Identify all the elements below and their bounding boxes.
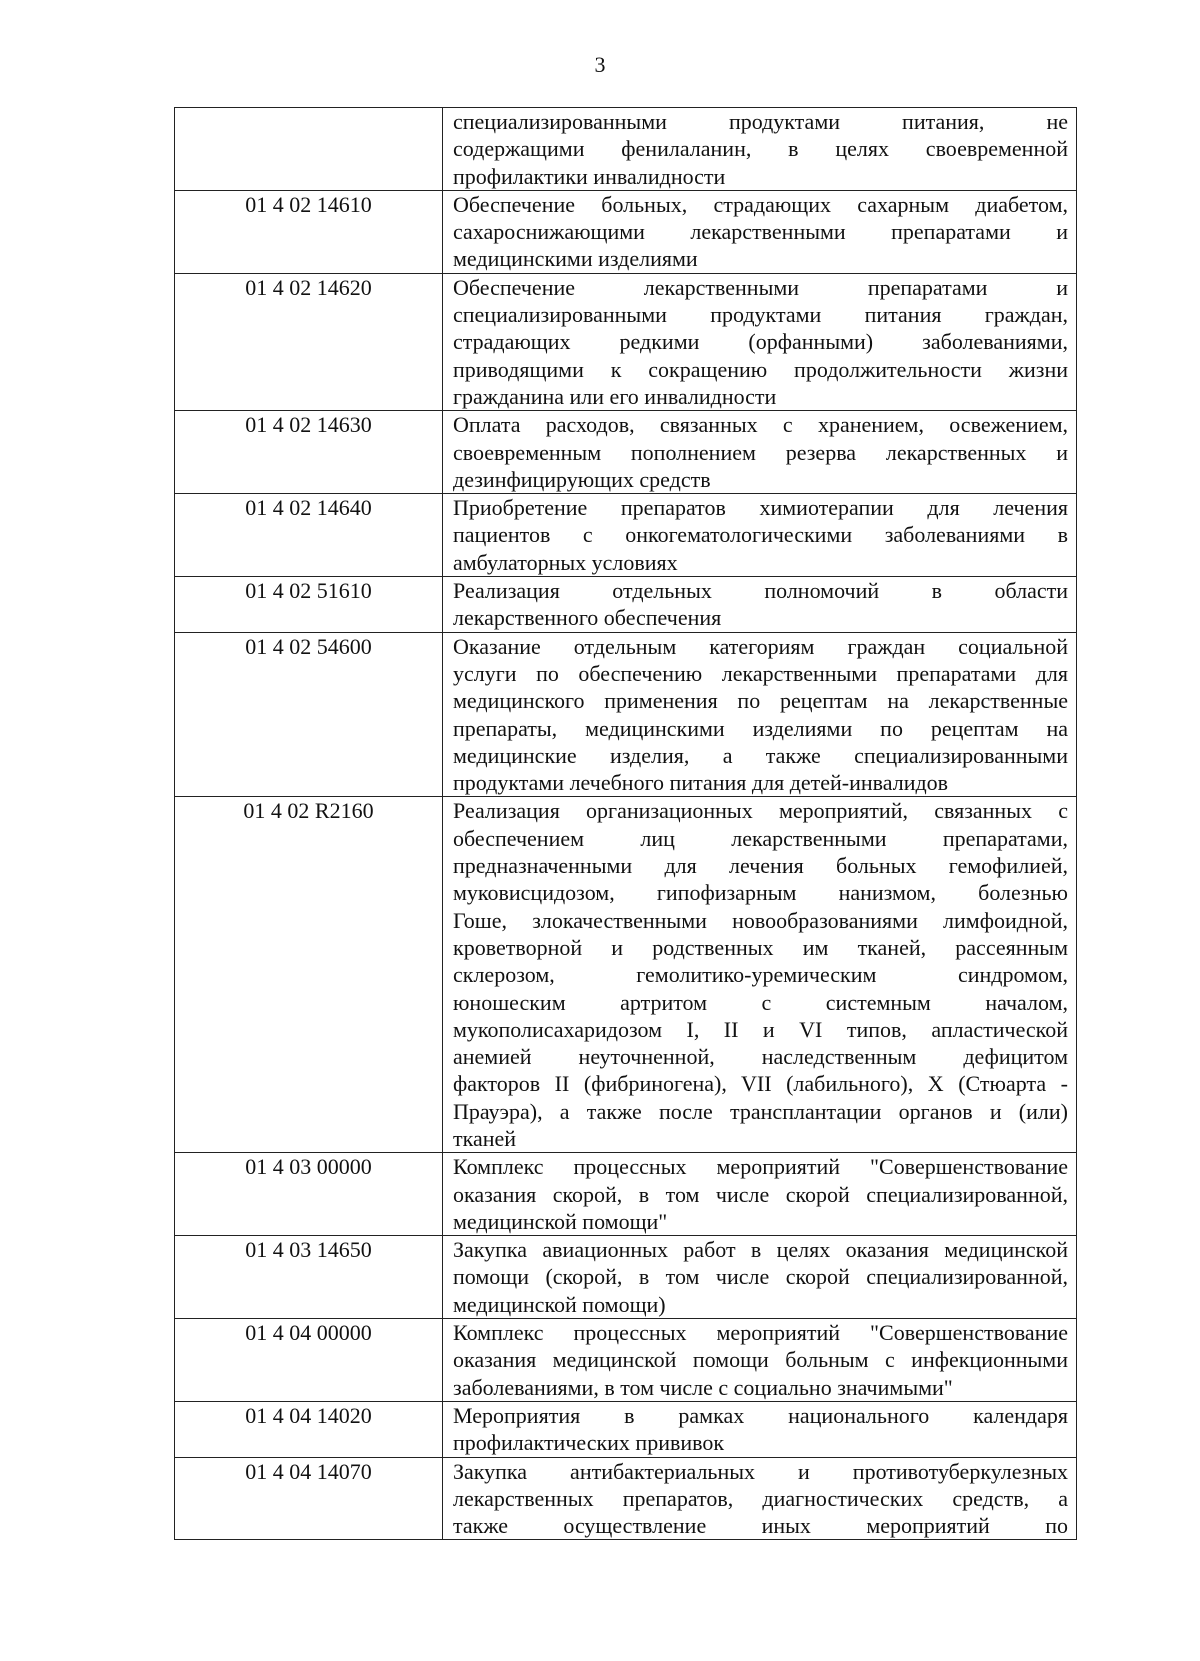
description-line: Мероприятия в рамках национального календаря [453, 1402, 1068, 1428]
description-line: препараты, медицинскими изделиями по рецептам на [453, 715, 1068, 741]
description-line: факторов II (фибриногена), VII (лабильного), X (Стюарта - [453, 1071, 1068, 1097]
description-line: приводящими к сокращению продолжительности жизни [453, 356, 1068, 382]
description-line: Прауэра), а также после трансплантации органов и (или) [453, 1098, 1068, 1124]
description-line: склерозом, гемолитико-уремическим синдромом, [453, 962, 1068, 988]
description-line: Комплекс процессных мероприятий "Совершенствование [453, 1154, 1068, 1180]
description-line: лекарственного обеспечения [453, 605, 722, 631]
description-cell [443, 1153, 1077, 1236]
description-line: сахароснижающими лекарственными препаратами и [453, 219, 1068, 245]
description-line: лекарственных препаратов, диагностических средств, а [453, 1485, 1068, 1511]
description-line: амбулаторных условиях [453, 549, 678, 575]
description-line: муковисцидозом, гипофизарным нанизмом, болезнью [453, 880, 1068, 906]
budget-code-cell: 01 4 02 14620 [175, 273, 443, 410]
description-cell [443, 1236, 1077, 1319]
description-line: Реализация организационных мероприятий, связанных с [453, 798, 1068, 824]
description-cell [443, 632, 1077, 797]
description-line: Реализация отдельных полномочий в области [453, 578, 1068, 604]
description-line: заболеваниями, в том числе с социально значимыми" [453, 1374, 953, 1400]
description-line: Закупка авиационных работ в целях оказания медицинской [453, 1237, 1068, 1263]
description-line: медицинскими изделиями [453, 246, 698, 272]
description-line: медицинской помощи) [453, 1291, 666, 1317]
description-line: медицинские изделия, а также специализированными [453, 742, 1068, 768]
description-line: тканей [453, 1125, 517, 1151]
budget-code-cell: 01 4 04 00000 [175, 1319, 443, 1402]
table-row [175, 411, 1077, 494]
budget-codes-table [174, 107, 1077, 1540]
description-cell [443, 190, 1077, 273]
table-body [175, 108, 1077, 1540]
table-row [175, 108, 1077, 191]
description-line: Оказание отдельным категориям граждан социальной [453, 633, 1068, 659]
budget-code-cell: 01 4 02 51610 [175, 577, 443, 633]
budget-code-cell: 01 4 03 14650 [175, 1236, 443, 1319]
description-line: предназначенными для лечения больных гемофилией, [453, 853, 1068, 879]
budget-code-cell: 01 4 02 14640 [175, 494, 443, 577]
description-line: профилактики инвалидности [453, 163, 726, 189]
description-line: гражданина или его инвалидности [453, 383, 777, 409]
description-line: специализированными продуктами питания граждан, [453, 302, 1068, 328]
description-line: Гоше, злокачественными новообразованиями лимфоидной, [453, 907, 1068, 933]
description-line: страдающих редкими (орфанными) заболеваниями, [453, 329, 1068, 355]
description-line: Обеспечение больных, страдающих сахарным диабетом, [453, 191, 1068, 217]
description-line: юношеским артритом с системным началом, [453, 989, 1068, 1015]
description-line: Приобретение препаратов химиотерапии для лечения [453, 495, 1068, 521]
description-line: специализированными продуктами питания, не [453, 109, 1068, 134]
description-line: оказания скорой, в том числе скорой специализированной, [453, 1181, 1068, 1207]
description-line: дезинфицирующих средств [453, 466, 711, 492]
budget-code-cell [175, 108, 443, 191]
description-line: кроветворной и родственных им тканей, рассеянным [453, 934, 1068, 960]
description-line: обеспечением лиц лекарственными препаратами, [453, 825, 1068, 851]
table-row [175, 1319, 1077, 1402]
description-cell [443, 1401, 1077, 1457]
budget-code-cell: 01 4 04 14070 [175, 1457, 443, 1540]
description-line: своевременным пополнением резерва лекарственных и [453, 439, 1068, 465]
table-row [175, 494, 1077, 577]
description-line: Оплата расходов, связанных с хранением, освежением, [453, 412, 1068, 438]
table-row [175, 577, 1077, 633]
table-row [175, 1401, 1077, 1457]
description-line: продуктами лечебного питания для детей-инвалидов [453, 770, 949, 796]
description-line: медицинского применения по рецептам на лекарственные [453, 688, 1068, 714]
budget-code-cell: 01 4 02 54600 [175, 632, 443, 797]
table-row [175, 632, 1077, 797]
table-row [175, 1153, 1077, 1236]
description-cell [443, 108, 1077, 191]
table-row [175, 1236, 1077, 1319]
description-line: услуги по обеспечению лекарственными препаратами для [453, 660, 1068, 686]
table-row [175, 1457, 1077, 1540]
description-line: пациентов с онкогематологическими заболеваниями в [453, 522, 1068, 548]
page-number: 3 [594, 52, 606, 77]
description-cell [443, 273, 1077, 410]
table-row [175, 190, 1077, 273]
description-line: помощи (скорой, в том числе скорой специализированной, [453, 1264, 1068, 1290]
table-row [175, 797, 1077, 1153]
budget-code-cell: 01 4 02 14610 [175, 190, 443, 273]
budget-code-cell: 01 4 04 14020 [175, 1401, 443, 1457]
description-line: содержащими фенилаланин, в целях своевременной [453, 136, 1068, 162]
description-line: мукополисахаридозом I, II и VI типов, апластической [453, 1016, 1068, 1042]
description-cell [443, 411, 1077, 494]
budget-code-cell: 01 4 02 14630 [175, 411, 443, 494]
description-line: медицинской помощи" [453, 1208, 668, 1234]
description-line: профилактических прививок [453, 1430, 725, 1456]
description-line: Комплекс процессных мероприятий "Совершенствование [453, 1320, 1068, 1346]
description-cell [443, 494, 1077, 577]
table-row [175, 273, 1077, 410]
description-line: Обеспечение лекарственными препаратами и [453, 274, 1068, 300]
description-cell [443, 577, 1077, 633]
description-line: оказания медицинской помощи больным с инфекционными [453, 1347, 1068, 1373]
budget-code-cell: 01 4 03 00000 [175, 1153, 443, 1236]
description-line: анемией неуточненной, наследственным дефицитом [453, 1044, 1068, 1070]
description-cell [443, 1319, 1077, 1402]
description-line: Закупка антибактериальных и противотуберкулезных [453, 1458, 1068, 1484]
description-cell [443, 1457, 1077, 1540]
description-line: также осуществление иных мероприятий по [453, 1513, 1068, 1539]
description-cell [443, 797, 1077, 1153]
budget-code-cell: 01 4 02 R2160 [175, 797, 443, 1153]
